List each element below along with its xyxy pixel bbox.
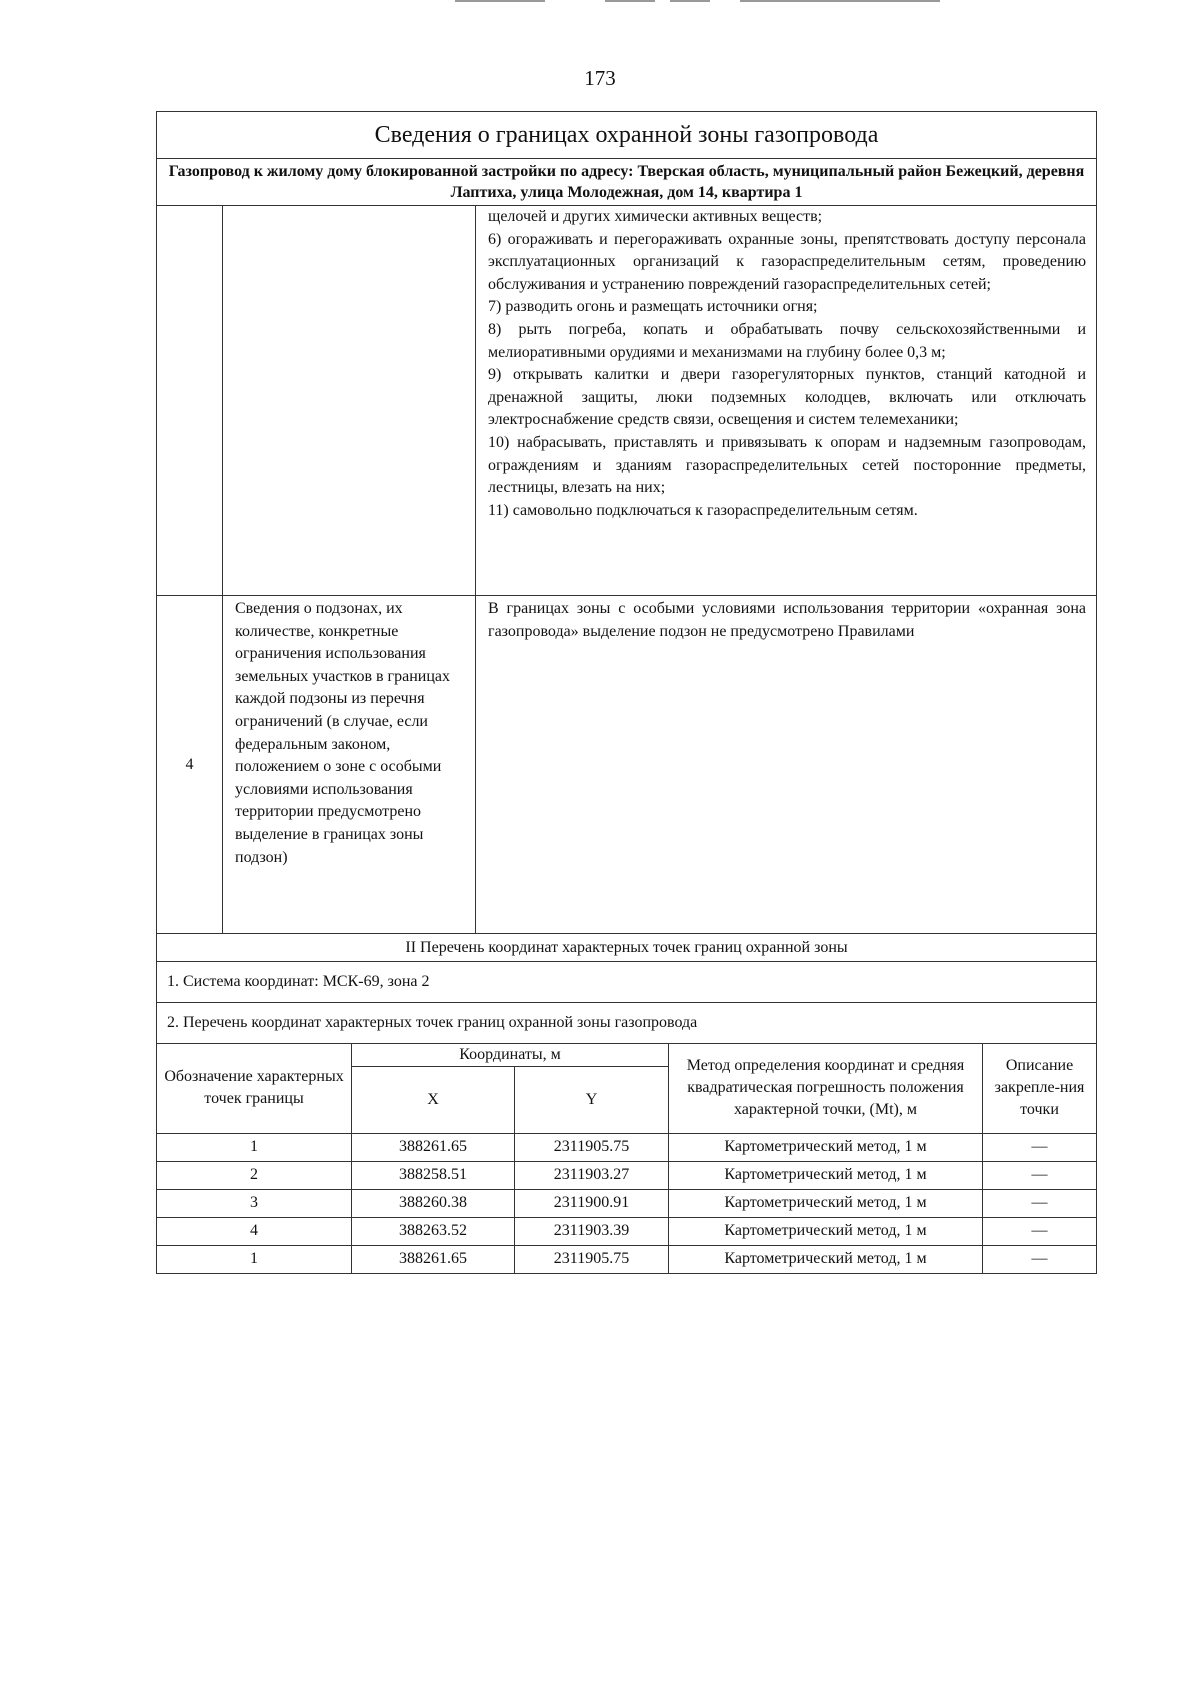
cell-method: Картометрический метод, 1 м (669, 1245, 983, 1273)
col-header-y: Y (515, 1066, 669, 1133)
cell-description: — (983, 1217, 1097, 1245)
cell-x: 388263.52 (352, 1217, 515, 1245)
restriction-item: 8) рыть погреба, копать и обрабатывать почву сельскохозяйственными и мелиоративными орудиями и механизмами на глубину более 0,3 м; (488, 320, 1087, 361)
cell-y: 2311900.91 (515, 1189, 669, 1217)
cell-method: Картометрический метод, 1 м (669, 1217, 983, 1245)
cell-point: 4 (157, 1217, 352, 1245)
scan-artifact-line (740, 0, 940, 2)
restriction-item: 10) набрасывать, приставлять и привязывать к опорам и надземным газопроводам, ограждениям и зданиям газораспределительных сетей посторонние предметы, лестницы, влезать на них; (488, 433, 1087, 497)
coordinate-list-title: 2. Перечень координат характерных точек границ охранной зоны газопровода (157, 1003, 1097, 1044)
cell-description: — (983, 1133, 1097, 1161)
restriction-item: 6) огораживать и перегораживать охранные зоны, препятствовать доступу персонала эксплуатационных организаций к газораспределительным сетям, проведению обслуживания и устранению повреждений газораспределительных сетей; (488, 230, 1087, 293)
scan-artifact-line (455, 0, 545, 2)
restriction-item: 11) самовольно подключаться к газораспределительным сетям. (488, 501, 918, 519)
table-row (157, 1133, 1097, 1161)
cell-point: 3 (157, 1189, 352, 1217)
col-header-coordinates: Координаты, м (352, 1043, 669, 1066)
cell-description: — (983, 1189, 1097, 1217)
cell-x: 388261.65 (352, 1133, 515, 1161)
restrictions-list (476, 206, 1097, 596)
cell-point: 1 (157, 1133, 352, 1161)
row3-number-cell (157, 206, 223, 596)
col-header-point: Обозначение характерных точек границы (157, 1043, 352, 1133)
table-row (157, 1217, 1097, 1245)
cell-y: 2311905.75 (515, 1245, 669, 1273)
cell-description: — (983, 1245, 1097, 1273)
page-number: 173 (584, 66, 616, 90)
col-header-x: X (352, 1066, 515, 1133)
document-title: Сведения о границах охранной зоны газопровода (157, 112, 1097, 159)
coordinates-table (156, 1043, 1097, 1274)
table-row (157, 1189, 1097, 1217)
cell-x: 388258.51 (352, 1161, 515, 1189)
cell-y: 2311903.27 (515, 1161, 669, 1189)
col-header-method: Метод определения координат и средняя квадратическая погрешность положения характерной точки, (Мt), м (669, 1043, 983, 1133)
row4-number: 4 (157, 596, 223, 934)
cell-y: 2311903.39 (515, 1217, 669, 1245)
cell-y: 2311905.75 (515, 1133, 669, 1161)
cell-x: 388261.65 (352, 1245, 515, 1273)
coordinate-system: 1. Система координат: МСК-69, зона 2 (157, 962, 1097, 1003)
cell-x: 388260.38 (352, 1189, 515, 1217)
cell-method: Картометрический метод, 1 м (669, 1133, 983, 1161)
section-title: II Перечень координат характерных точек границ охранной зоны (157, 934, 1097, 962)
row3-label-cell (223, 206, 476, 596)
restriction-item: щелочей и других химически активных веществ; (488, 208, 823, 225)
cell-point: 2 (157, 1161, 352, 1189)
scan-artifact-line (670, 0, 710, 2)
col-header-description: Описание закрепле-ния точки (983, 1043, 1097, 1133)
cell-point: 1 (157, 1245, 352, 1273)
zone-info-table (156, 111, 1097, 1044)
table-row (157, 1161, 1097, 1189)
cell-method: Картометрический метод, 1 м (669, 1161, 983, 1189)
cell-method: Картометрический метод, 1 м (669, 1189, 983, 1217)
document-body (156, 111, 1096, 1274)
table-row (157, 1245, 1097, 1273)
row4-value: В границах зоны с особыми условиями использования территории «охранная зона газопровода» выделение подзон не предусмотрено Правилами (476, 596, 1097, 934)
scan-artifact-line (605, 0, 655, 2)
row4-label: Сведения о подзонах, их количестве, конкретные ограничения использования земельных участков в границах каждой подзоны из перечня ограничений (в случае, если федеральным законом, положением о зоне с особыми условиями использования территории предусмотрено выделение в границах зоны подзон) (223, 596, 476, 934)
object-description: Газопровод к жилому дому блокированной застройки по адресу: Тверская область, муниципальный район Бежецкий, деревня Лаптиха, улица Молодежная, дом 14, квартира 1 (157, 159, 1097, 206)
restriction-item: 7) разводить огонь и размещать источники огня; (488, 298, 818, 316)
restriction-item: 9) открывать калитки и двери газорегуляторных пунктов, станций катодной и дренажной защиты, люки подземных колодцев, включать или отключать электроснабжение средств связи, освещения и систем телемеханики; (488, 366, 1087, 429)
cell-description: — (983, 1161, 1097, 1189)
